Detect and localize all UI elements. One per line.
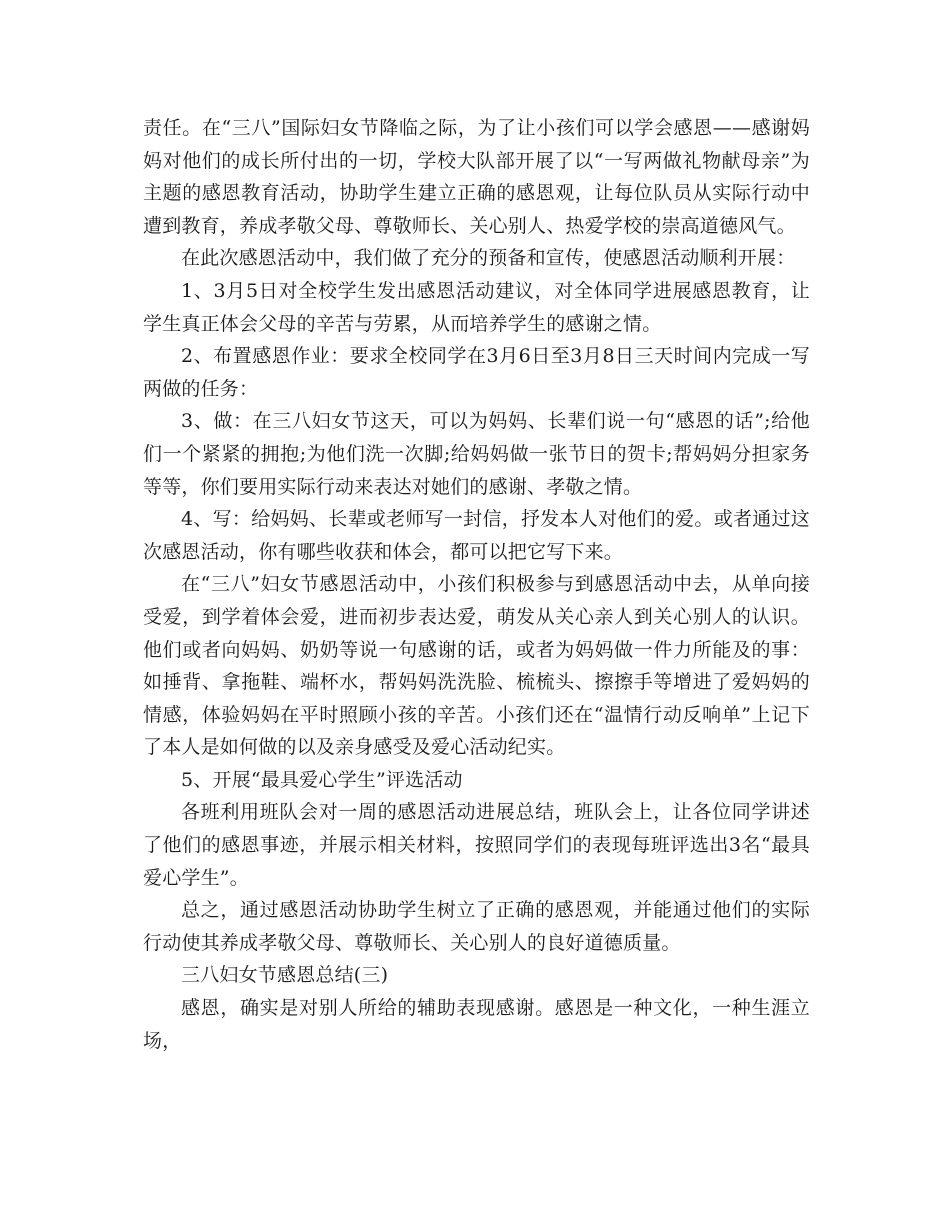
section-heading: 三八妇女节感恩总结(三): [181, 964, 389, 987]
paragraph-gratitude-intro: 感恩，确实是对别人所给的辅助表现感谢。感恩是一种文化，一种生涯立场，: [143, 997, 810, 1052]
paragraph-item-3: 3、做：在三八妇女节这天，可以为妈妈、长辈们说一句“感恩的话”;给他们一个紧紧的拥抱;为他们洗一次脚;给妈妈做一张节日的贺卡;帮妈妈分担家务等等，你们要用实际行动来表达对她们的感谢、孝敬之情。: [143, 410, 810, 498]
paragraph-item-5: 5、开展“最具爱心学生”评选活动: [181, 768, 463, 791]
paragraph-responsibility: 责任。在“三八”国际妇女节降临之际，为了让小孩们可以学会感恩——感谢妈妈对他们的成长所付出的一切，学校大队部开展了以“一写两做礼物献母亲”为主题的感恩教育活动，协助学生建立正确的感恩观，让每位队员从实际行动中遭到教育，养成孝敬父母、尊敬师长、关心别人、热爱学校的崇高道德风气。: [143, 117, 810, 237]
paragraph-class-meeting: 各班利用班队会对一周的感恩活动进展总结，班队会上，让各位同学讲述了他们的感恩事迹，并展示相关材料，按照同学们的表现每班评选出3名“最具爱心学生”。: [143, 801, 810, 889]
paragraph-item-2: 2、布置感恩作业：要求全校同学在3月6日至3月8日三天时间内完成一写两做的任务：: [143, 345, 810, 400]
paragraph-activity-summary: 在“三八”妇女节感恩活动中，小孩们积极参与到感恩活动中去，从单向接受爱，到学着体会爱，进而初步表达爱，萌发从关心亲人到关心别人的认识。他们或者向妈妈、奶奶等说一句感谢的话，或者为妈妈做一件力所能及的事：如捶背、拿拖鞋、端杯水，帮妈妈洗洗脸、梳梳头、擦擦手等增进了爱妈妈的情感，体验妈妈在平时照顾小孩的辛苦。小孩们还在“温情行动反响单”上记下了本人是如何做的以及亲身感受及爱心活动纪实。: [143, 573, 810, 759]
paragraph-preparation: 在此次感恩活动中，我们做了充分的预备和宣传，使感恩活动顺利开展：: [181, 247, 796, 270]
document-body: [143, 112, 810, 1057]
paragraph-item-1: 1、3月5日对全校学生发出感恩活动建议，对全体同学进展感恩教育，让学生真正体会父母的辛苦与劳累，从而培养学生的感谢之情。: [143, 279, 810, 335]
paragraph-item-4: 4、写：给妈妈、长辈或老师写一封信，抒发本人对他们的爱。或者通过这次感恩活动，你有哪些收获和体会，都可以把它写下来。: [143, 508, 810, 563]
paragraph-conclusion: 总之，通过感恩活动协助学生树立了正确的感恩观，并能通过他们的实际行动使其养成孝敬父母、尊敬师长、关心别人的良好道德质量。: [143, 899, 810, 954]
